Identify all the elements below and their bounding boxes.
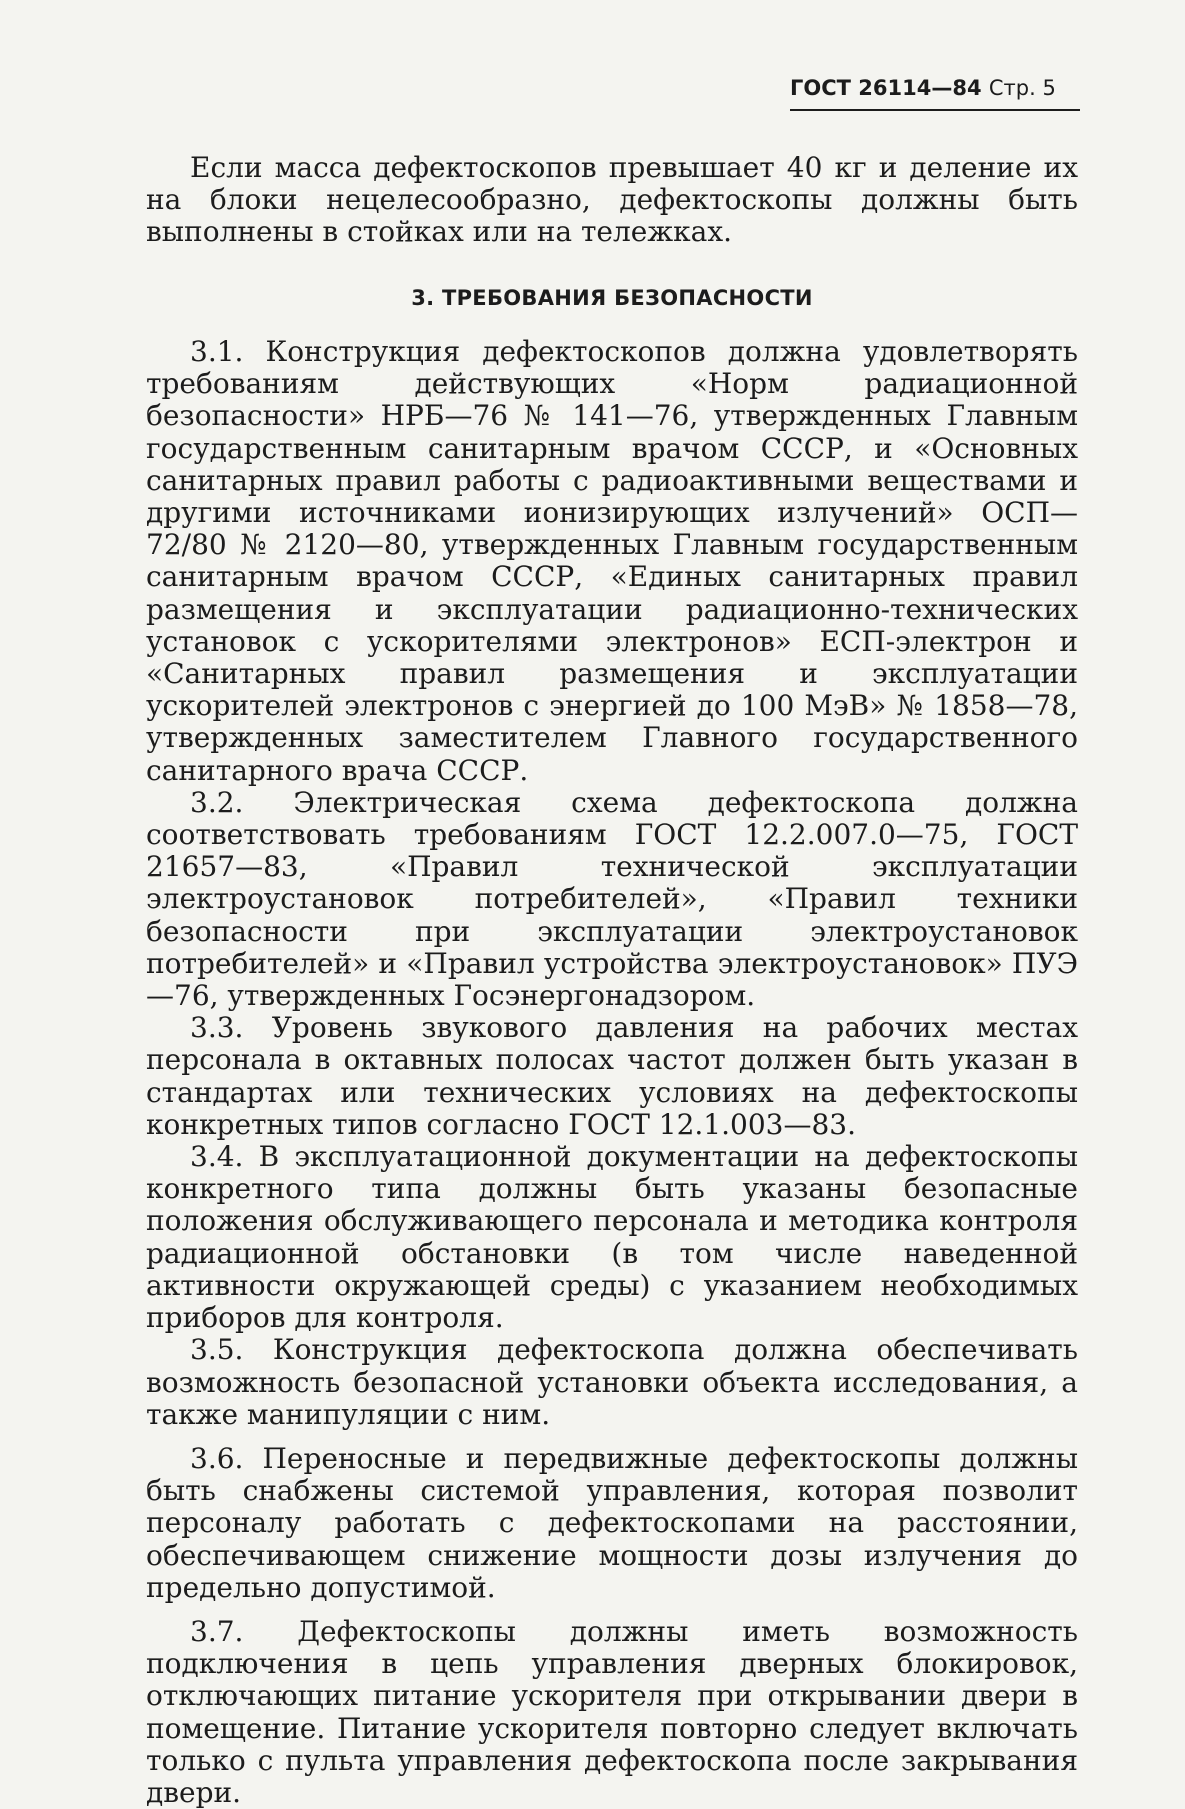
section-title: 3. ТРЕБОВАНИЯ БЕЗОПАСНОСТИ [411, 286, 813, 310]
intro-paragraph: Если масса дефектоскопов превышает 40 кг и деление их на блоки нецелесообразно, дефектоскопы должны быть выполнены в стойках или на тележках. [146, 151, 1078, 249]
clause-3-3: 3.3. Уровень звукового давления на рабочих местах персонала в октавных полосах частот должен быть указан в стандартах или технических условиях на дефектоскопы конкретных типов согласно ГОСТ 12.1.003—83. [146, 1011, 1078, 1141]
standard-number: ГОСТ 26114—84 [790, 76, 982, 100]
clause-3-1: 3.1. Конструкция дефектоскопов должна удовлетворять требованиям действующих «Норм радиационной безопасности» НРБ—76 № 141—76, утвержденных Главным государственным санитарным врачом СССР, и «Основных санитарных правил работы с радиоактивными веществами и другими источниками ионизирующих излучений» ОСП—72/80 № 2120—80, утвержденных Главным государственным санитарным врачом СССР, «Единых санитарных правил размещения и эксплуатации радиационно-технических установок с ускорителями электронов» ЕСП-электрон и «Санитарных правил размещения и эксплуатации ускорителей электронов с энергией до 100 МэВ» № 1858—78, утвержденных заместителем Главного государственного санитарного врача СССР. [146, 335, 1078, 787]
intro-block [146, 152, 1078, 249]
clause-3-6: 3.6. Переносные и передвижные дефектоскопы должны быть снабжены системой управления, которая позволит персоналу работать с дефектоскопами на расстоянии, обеспечивающем снижение мощности дозы излучения до предельно допустимой. [146, 1441, 1078, 1604]
section-body [146, 336, 1078, 1809]
clause-3-2: 3.2. Электрическая схема дефектоскопа должна соответствовать требованиям ГОСТ 12.2.007.0—75, ГОСТ 21657—83, «Правил технической эксплуатации электроустановок потребителей», «Правил техники безопасности при эксплуатации электроустановок потребителей» и «Правил устройства электроустановок» ПУЭ—76, утвержденных Госэнергонадзором. [146, 785, 1078, 1013]
page-number: Стр. 5 [988, 76, 1056, 100]
page-header [790, 76, 1080, 111]
clause-3-4: 3.4. В эксплуатационной документации на дефектоскопы конкретного типа должны быть указаны безопасные положения обслуживающего персонала и методика контроля радиационной обстановки (в том числе наведенной активности окружающей среды) с указанием необходимых приборов для контроля. [146, 1140, 1078, 1335]
clause-3-7: 3.7. Дефектоскопы должны иметь возможность подключения в цепь управления дверных блокировок, отключающих питание ускорителя при открывании двери в помещение. Питание ускорителя повторно следует включать только с пульта управления дефектоскопа после закрывания двери. [146, 1614, 1078, 1809]
clause-3-5: 3.5. Конструкция дефектоскопа должна обеспечивать возможность безопасной установки объекта исследования, а также манипуляции с ним. [146, 1333, 1078, 1431]
